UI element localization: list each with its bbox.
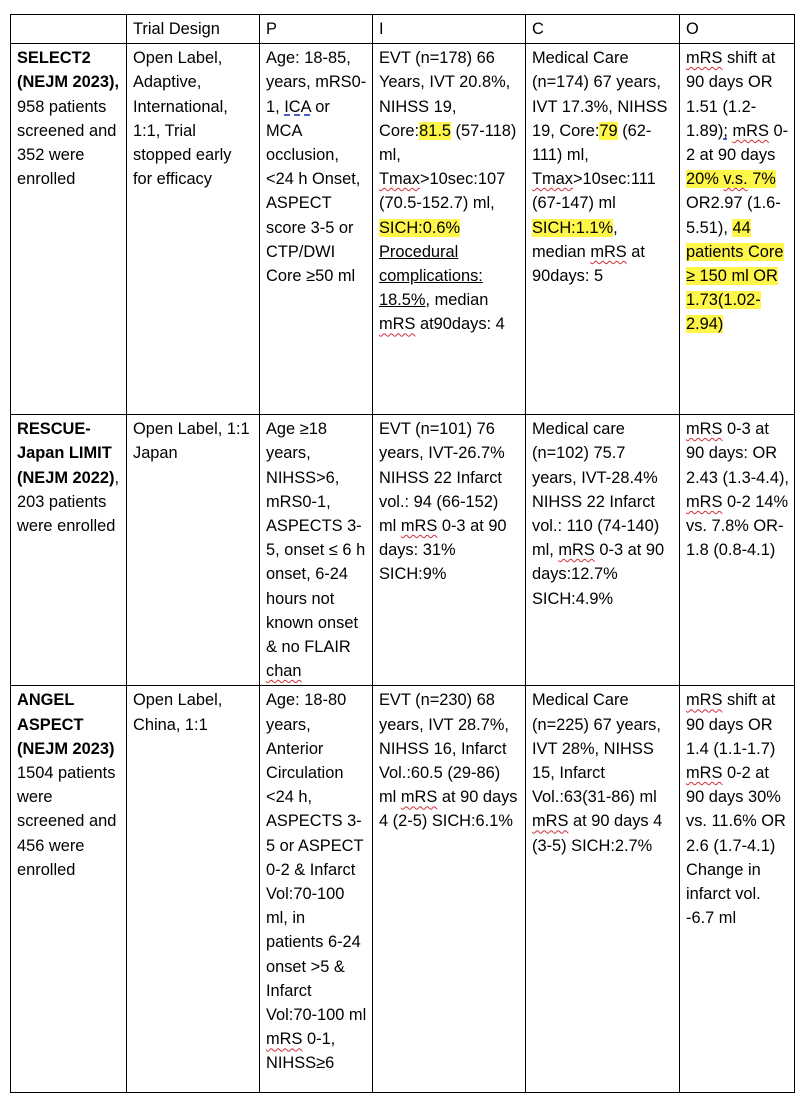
- table-row-select2: [11, 44, 795, 415]
- trial-design-cell: Open Label, Adaptive, International, 1:1, Trial stopped early for efficacy: [127, 44, 260, 415]
- procedural-complications: Procedural complications: 18.5%,: [379, 242, 483, 310]
- highlight-sich: SICH:0.6%: [379, 218, 461, 237]
- header-o: O: [680, 15, 795, 44]
- trial-design-cell: Open Label, 1:1 Japan: [127, 415, 260, 686]
- study-cell: [11, 415, 127, 686]
- comparison-cell: Medical Care (n=225) 67 years, IVT 28%, NIHSS 15, Infarct Vol.:63(31-86) ml mRS at 90 days 4 (3-5) SICH:2.7%: [526, 686, 680, 1093]
- study-cell: [11, 686, 127, 1093]
- highlight-outcome: 20%: [686, 170, 724, 189]
- highlight-core: 79: [599, 121, 618, 140]
- study-cell: [11, 44, 127, 415]
- highlight-subgroup: 44 patients Core ≥ 150 ml OR 1.73(1.02-2.94): [686, 218, 784, 334]
- ica-term: ICA: [284, 97, 311, 116]
- study-name: ANGEL ASPECT (NEJM 2023): [17, 691, 115, 758]
- intervention-cell: EVT (n=178) 66 Years, IVT 20.8%, NIHSS 19, Core:81.5 (57-118) ml, Tmax>10sec:107 (70.5-152.7) ml, SICH:0.6% Procedural complications: 18.5%, median mRS at90days: 4: [373, 44, 526, 415]
- header-p: P: [260, 15, 373, 44]
- study-enrollment: 1504 patients were screened and 456 were enrolled: [17, 764, 117, 879]
- population-cell: Age ≥18 years, NIHSS>6, mRS0-1, ASPECTS 3-5, onset ≤ 6 h onset, 6-24 hours not known onset & no FLAIR chan: [260, 415, 373, 686]
- study-enrollment: 958 patients screened and 352 were enrolled: [17, 97, 117, 189]
- table-row-angel-aspect: [11, 686, 795, 1093]
- intervention-cell: EVT (n=101) 76 years, IVT-26.7% NIHSS 22 Infarct vol.: 94 (66-152) ml mRS 0-3 at 90 days: 31% SICH:9%: [373, 415, 526, 686]
- highlight-core: 81.5: [419, 121, 451, 140]
- study-name: RESCUE-Japan LIMIT (NEJM 2022): [17, 420, 115, 487]
- outcome-cell: mRS shift at 90 days OR 1.51 (1.2-1.89); mRS 0-2 at 90 days 20% v.s. 7% OR2.97 (1.6-5.51), 44 patients Core ≥ 150 ml OR 1.73(1.02-2.94): [680, 44, 795, 415]
- header-row: [11, 15, 795, 44]
- comparison-cell: Medical Care (n=174) 67 years, IVT 17.3%, NIHSS 19, Core:79 (62-111) ml, Tmax>10sec:111 (67-147) ml SICH:1.1%, median mRS at 90days: 5: [526, 44, 680, 415]
- highlight-sich: SICH:1.1%: [532, 218, 614, 237]
- header-c: C: [526, 15, 680, 44]
- table-row-rescue-japan-limit: [11, 415, 795, 686]
- header-i: I: [373, 15, 526, 44]
- outcome-cell: mRS 0-3 at 90 days: OR 2.43 (1.3-4.4), mRS 0-2 14% vs. 7.8% OR-1.8 (0.8-4.1): [680, 415, 795, 686]
- trials-table: [10, 14, 795, 1093]
- header-trial-design: Trial Design: [127, 15, 260, 44]
- comparison-cell: Medical care (n=102) 75.7 years, IVT-28.4% NIHSS 22 Infarct vol.: 110 (74-140) ml, mRS 0-3 at 90 days:12.7% SICH:4.9%: [526, 415, 680, 686]
- intervention-cell: EVT (n=230) 68 years, IVT 28.7%, NIHSS 16, Infarct Vol.:60.5 (29-86) ml mRS at 90 days 4 (2-5) SICH:6.1%: [373, 686, 526, 1093]
- population-cell: Age: 18-85, years, mRS0-1, ICA or MCA occlusion, <24 h Onset, ASPECT score 3-5 or CTP/DWI Core ≥50 ml: [260, 44, 373, 415]
- population-cell: Age: 18-80 years, Anterior Circulation <24 h, ASPECTS 3-5 or ASPECT 0-2 & Infarct Vol:70-100 ml, in patients 6-24 onset >5 & Infarct Vol:70-100 ml mRS 0-1, NIHSS≥6: [260, 686, 373, 1093]
- trial-design-cell: Open Label, China, 1:1: [127, 686, 260, 1093]
- header-blank-cell: [11, 15, 127, 44]
- outcome-cell: mRS shift at 90 days OR 1.4 (1.1-1.7) mRS 0-2 at 90 days 30% vs. 11.6% OR 2.6 (1.7-4.1) Change in infarct vol. -6.7 ml: [680, 686, 795, 1093]
- study-enrollment: , 203 patients were enrolled: [17, 468, 120, 536]
- study-name: SELECT2 (NEJM 2023),: [17, 49, 120, 92]
